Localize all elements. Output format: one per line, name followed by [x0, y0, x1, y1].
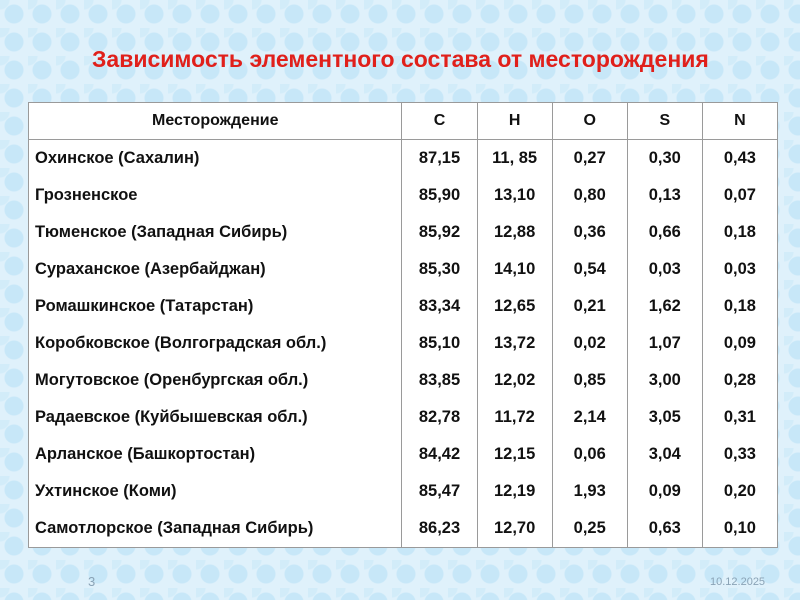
oxygen-value: 0,27 [552, 140, 627, 178]
sulfur-value: 0,09 [627, 473, 702, 510]
nitrogen-value: 0,43 [702, 140, 777, 178]
sulfur-value: 0,30 [627, 140, 702, 178]
sulfur-value: 3,00 [627, 362, 702, 399]
carbon-value: 85,92 [402, 214, 477, 251]
deposit-name: Охинское (Сахалин) [29, 140, 402, 178]
sulfur-value: 0,63 [627, 510, 702, 548]
oxygen-value: 0,80 [552, 177, 627, 214]
oxygen-value: 1,93 [552, 473, 627, 510]
table-row [29, 510, 778, 548]
nitrogen-value: 0,03 [702, 251, 777, 288]
deposit-name: Коробковское (Волгоградская обл.) [29, 325, 402, 362]
carbon-value: 85,30 [402, 251, 477, 288]
table-row [29, 362, 778, 399]
table-row [29, 140, 778, 178]
nitrogen-value: 0,18 [702, 288, 777, 325]
hydrogen-value: 12,88 [477, 214, 552, 251]
hydrogen-value: 12,15 [477, 436, 552, 473]
deposit-name: Самотлорское (Западная Сибирь) [29, 510, 402, 548]
nitrogen-value: 0,18 [702, 214, 777, 251]
hydrogen-value: 12,19 [477, 473, 552, 510]
hydrogen-value: 12,70 [477, 510, 552, 548]
hydrogen-value: 13,10 [477, 177, 552, 214]
header-nitrogen: N [702, 103, 777, 140]
nitrogen-value: 0,33 [702, 436, 777, 473]
deposit-name: Могутовское (Оренбургская обл.) [29, 362, 402, 399]
carbon-value: 85,90 [402, 177, 477, 214]
hydrogen-value: 13,72 [477, 325, 552, 362]
header-row [29, 103, 778, 140]
nitrogen-value: 0,31 [702, 399, 777, 436]
deposit-name: Ромашкинское (Татарстан) [29, 288, 402, 325]
slide-date: 10.12.2025 [710, 576, 766, 588]
hydrogen-value: 11, 85 [477, 140, 552, 178]
hydrogen-value: 14,10 [477, 251, 552, 288]
carbon-value: 84,42 [402, 436, 477, 473]
sulfur-value: 3,04 [627, 436, 702, 473]
header-sulfur: S [627, 103, 702, 140]
deposit-name: Ухтинское (Коми) [29, 473, 402, 510]
deposit-name: Радаевское (Куйбышевская обл.) [29, 399, 402, 436]
deposit-name: Сураханское (Азербайджан) [29, 251, 402, 288]
carbon-value: 86,23 [402, 510, 477, 548]
table-row [29, 214, 778, 251]
sulfur-value: 0,13 [627, 177, 702, 214]
sulfur-value: 0,03 [627, 251, 702, 288]
header-hydrogen: H [477, 103, 552, 140]
deposit-name: Тюменское (Западная Сибирь) [29, 214, 402, 251]
table-row [29, 288, 778, 325]
table-row [29, 177, 778, 214]
header-deposit: Месторождение [29, 103, 402, 140]
oxygen-value: 2,14 [552, 399, 627, 436]
sulfur-value: 3,05 [627, 399, 702, 436]
carbon-value: 83,85 [402, 362, 477, 399]
oxygen-value: 0,25 [552, 510, 627, 548]
carbon-value: 82,78 [402, 399, 477, 436]
hydrogen-value: 12,02 [477, 362, 552, 399]
oxygen-value: 0,54 [552, 251, 627, 288]
sulfur-value: 0,66 [627, 214, 702, 251]
deposit-name: Арланское (Башкортостан) [29, 436, 402, 473]
table-row [29, 325, 778, 362]
nitrogen-value: 0,20 [702, 473, 777, 510]
table-row [29, 251, 778, 288]
carbon-value: 85,47 [402, 473, 477, 510]
table-row [29, 473, 778, 510]
table-row [29, 399, 778, 436]
oxygen-value: 0,36 [552, 214, 627, 251]
sulfur-value: 1,07 [627, 325, 702, 362]
page-number: 3 [88, 574, 96, 589]
table-body [29, 140, 778, 548]
table-row [29, 436, 778, 473]
header-oxygen: O [552, 103, 627, 140]
deposit-name: Грозненское [29, 177, 402, 214]
composition-table-container [28, 102, 778, 548]
header-carbon: C [402, 103, 477, 140]
oxygen-value: 0,06 [552, 436, 627, 473]
nitrogen-value: 0,10 [702, 510, 777, 548]
nitrogen-value: 0,09 [702, 325, 777, 362]
oxygen-value: 0,85 [552, 362, 627, 399]
composition-table [28, 102, 778, 548]
nitrogen-value: 0,28 [702, 362, 777, 399]
slide-title: Зависимость элементного состава от месторождения [92, 46, 709, 72]
carbon-value: 85,10 [402, 325, 477, 362]
sulfur-value: 1,62 [627, 288, 702, 325]
carbon-value: 87,15 [402, 140, 477, 178]
carbon-value: 83,34 [402, 288, 477, 325]
hydrogen-value: 11,72 [477, 399, 552, 436]
hydrogen-value: 12,65 [477, 288, 552, 325]
table-header [29, 103, 778, 140]
oxygen-value: 0,02 [552, 325, 627, 362]
oxygen-value: 0,21 [552, 288, 627, 325]
nitrogen-value: 0,07 [702, 177, 777, 214]
